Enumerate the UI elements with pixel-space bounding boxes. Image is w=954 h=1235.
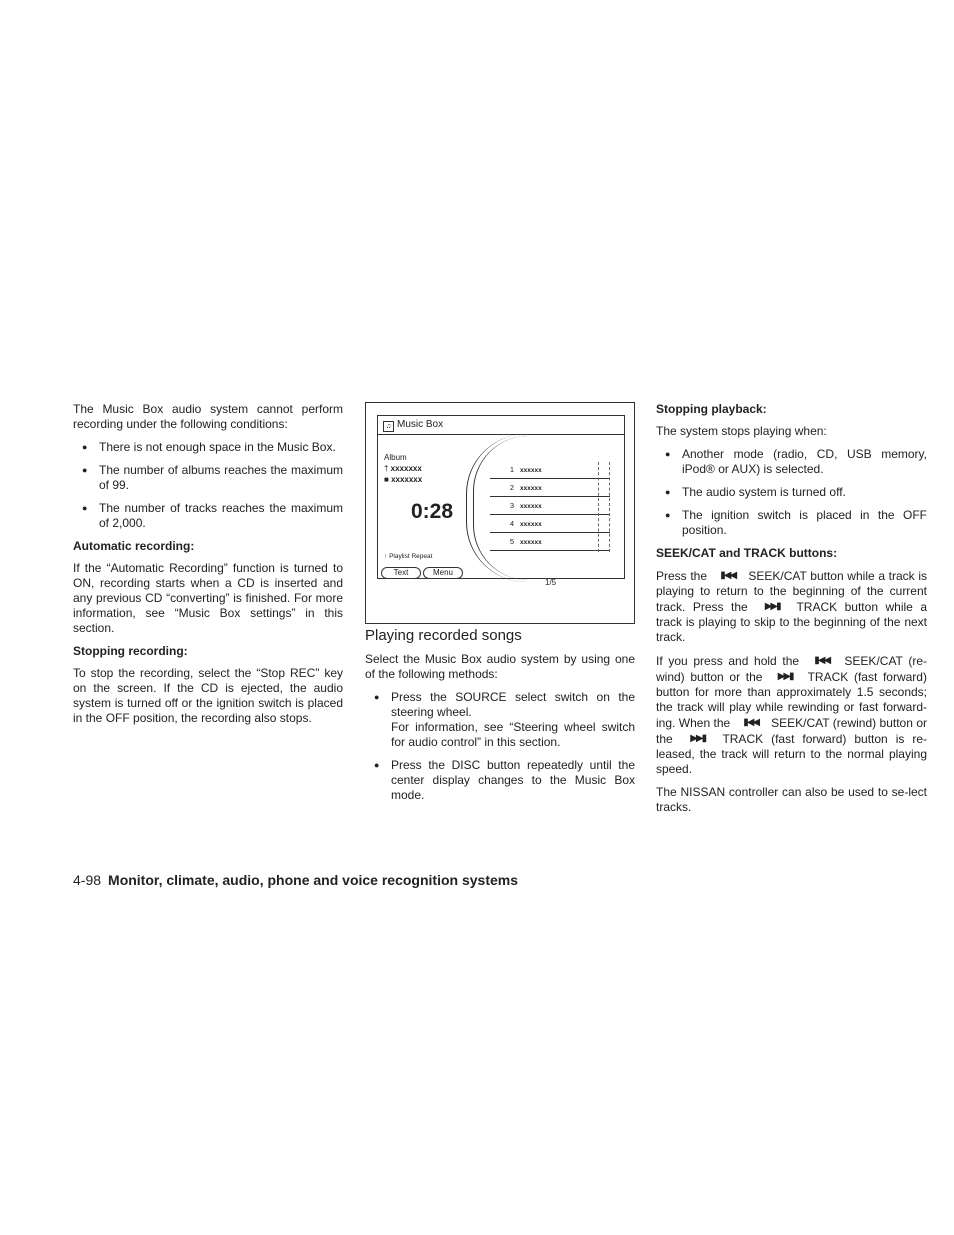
chapter-title: Monitor, climate, audio, phone and voice recognition systems — [108, 872, 518, 888]
album-name: xxxxxxx — [391, 475, 423, 484]
track-title: xxxxxx — [520, 503, 542, 510]
text-span: SEEK/CAT (rewind) button or the — [656, 716, 928, 746]
column-right — [656, 402, 927, 823]
stopping-playback-heading: Stopping playback: — [656, 402, 767, 416]
track-title: xxxxxx — [520, 485, 542, 492]
conditions-list — [73, 440, 343, 531]
text-span: SEEK/CAT (re-wind) button or the — [656, 654, 927, 684]
seek-track-text — [656, 568, 927, 645]
track-title: xxxxxx — [520, 467, 542, 474]
seek-back-icon: ▮◀◀ — [743, 717, 759, 728]
list-item: ● The number of albums reaches the maximum of 99. — [73, 463, 343, 493]
artist-name: xxxxxxx — [390, 464, 422, 473]
text-button[interactable]: Text — [381, 567, 421, 579]
page-indicator: 1/5 — [545, 578, 557, 587]
methods-intro: Select the Music Box audio system by using one of the following methods: — [365, 652, 635, 681]
music-box-screen — [377, 415, 625, 587]
stop-recording-heading: Stopping recording: — [73, 644, 188, 658]
column-left — [73, 402, 343, 734]
track-number: 2 — [509, 483, 514, 492]
track-forward-icon: ▶▶▮ — [690, 733, 706, 744]
intro-text: The Music Box audio system cannot perform recording under the following conditions: — [73, 402, 343, 431]
text-span: TRACK (fast forward) button for more than approximately 1.5 seconds; the track will play while rewinding or fast forward-ing. When the — [656, 670, 927, 730]
text-span: Press the — [656, 569, 708, 583]
track-title: xxxxxx — [520, 539, 542, 546]
list-item: ● The audio system is turned off. — [656, 485, 927, 500]
track-item[interactable] — [490, 479, 610, 497]
menu-button[interactable]: Menu — [423, 567, 463, 579]
column-middle — [365, 402, 635, 811]
album-info — [384, 452, 422, 485]
scrollbar[interactable] — [598, 462, 610, 552]
screen-title: Music Box — [397, 419, 444, 430]
page-footer — [73, 872, 518, 888]
track-title: xxxxxx — [520, 521, 542, 528]
page-number: 4-98 — [73, 872, 102, 888]
list-item: ● Press the DISC button repeatedly until the center display changes to the Music Box mode. — [365, 758, 635, 803]
list-item: ● The ignition switch is placed in the OFF position. — [656, 508, 927, 538]
list-item: ● Another mode (radio, CD, USB memory, iPod® or AUX) is selected. — [656, 447, 927, 477]
music-box-figure — [365, 402, 635, 624]
list-item: ● There is not enough space in the Music Box. — [73, 440, 343, 455]
music-box-icon: ♫ — [383, 421, 394, 432]
album-label: Album — [384, 453, 407, 462]
methods-list — [365, 690, 635, 803]
method-text: ● Press the SOURCE select switch on the steering wheel. — [391, 690, 635, 719]
track-item[interactable] — [490, 533, 610, 551]
track-forward-icon: ▶▶▮ — [777, 671, 793, 682]
seek-back-icon: ▮◀◀ — [720, 570, 736, 581]
text-span: TRACK button while a track is playing to skip to the beginning of the next track. — [656, 600, 927, 644]
seek-track-heading: SEEK/CAT and TRACK buttons: — [656, 546, 838, 560]
track-forward-icon: ▶▶▮ — [764, 601, 780, 612]
stop-recording-text: To stop the recording, select the “Stop REC” key on the screen. If the CD is ejected, the audio system is turned off or the ignition switch is placed in the OFF position, the recording also stops. — [73, 666, 343, 725]
play-time: 0:28 — [411, 500, 454, 523]
stop-conditions-list — [656, 447, 927, 538]
list-item: ● The number of tracks reaches the maximum of 2,000. — [73, 501, 343, 531]
repeat-label: Playlist Repeat — [389, 553, 433, 560]
track-number: 5 — [509, 537, 514, 546]
track-number: 4 — [509, 519, 514, 528]
controller-text: The NISSAN controller can also be used to se-lect tracks. — [656, 785, 927, 814]
text-span: TRACK (fast forward) button is re-leased, the track will return to the normal playing speed. — [656, 732, 928, 776]
repeat-status — [384, 549, 432, 564]
repeat-icon: ↑ — [384, 553, 390, 560]
method-reference: For information, see “Steering wheel switch for audio control” in this section. — [391, 720, 635, 749]
auto-recording-text: If the “Automatic Recording” function is turned to ON, recording starts when a CD is inserted and any previous CD “converting” is finished. For more information, see “Music Box settings” in this section. — [73, 561, 343, 635]
text-span: SEEK/CAT button while a track is playing to return to the beginning of the current track. Press the — [656, 569, 927, 614]
track-list — [490, 461, 610, 551]
screen-title-bar — [378, 416, 624, 435]
section-heading: Playing recorded songs — [365, 627, 522, 644]
artist-icon: † — [384, 464, 391, 473]
track-item[interactable] — [490, 515, 610, 533]
auto-recording-heading: Automatic recording: — [73, 539, 195, 553]
seek-back-icon: ▮◀◀ — [814, 655, 830, 666]
album-icon: ■ — [384, 475, 392, 484]
track-number: 3 — [509, 501, 514, 510]
stopping-playback-intro: The system stops playing when: — [656, 424, 827, 438]
list-item — [365, 690, 635, 750]
track-item[interactable] — [490, 497, 610, 515]
text-span: If you press and hold the — [656, 654, 800, 668]
track-item[interactable] — [490, 461, 610, 479]
track-number: 1 — [509, 465, 514, 474]
hold-text — [656, 653, 927, 777]
